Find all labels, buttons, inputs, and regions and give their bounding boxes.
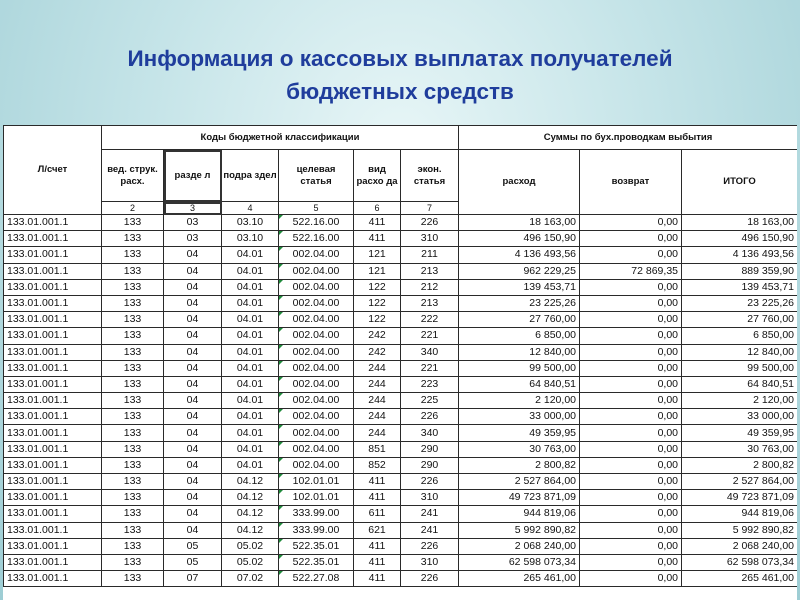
total-cell[interactable]: 944 819,06 xyxy=(682,506,798,522)
section-cell[interactable]: 04 xyxy=(164,490,222,506)
dept-cell[interactable]: 133 xyxy=(102,538,164,554)
section-cell[interactable]: 05 xyxy=(164,538,222,554)
refund-cell[interactable]: 0,00 xyxy=(580,538,682,554)
total-cell[interactable]: 18 163,00 xyxy=(682,215,798,231)
subsection-cell[interactable]: 04.12 xyxy=(222,506,279,522)
table-row xyxy=(4,506,798,522)
subsection-cell[interactable]: 04.01 xyxy=(222,441,279,457)
total-cell[interactable]: 496 150,90 xyxy=(682,231,798,247)
total-cell[interactable]: 2 800,82 xyxy=(682,457,798,473)
total-cell[interactable]: 30 763,00 xyxy=(682,441,798,457)
econ-item-cell[interactable]: 340 xyxy=(401,344,459,360)
section-cell[interactable]: 04 xyxy=(164,474,222,490)
target-item-cell[interactable]: 002.04.00 xyxy=(279,376,354,392)
refund-cell[interactable]: 0,00 xyxy=(580,393,682,409)
table-row xyxy=(4,457,798,473)
table-row xyxy=(4,231,798,247)
header-total: ИТОГО xyxy=(682,150,798,215)
dept-cell[interactable]: 133 xyxy=(102,376,164,392)
target-item-cell[interactable]: 002.04.00 xyxy=(279,409,354,425)
total-cell[interactable]: 27 760,00 xyxy=(682,312,798,328)
expense-type-cell[interactable]: 621 xyxy=(354,522,401,538)
spreadsheet xyxy=(3,125,797,600)
subsection-cell[interactable]: 04.01 xyxy=(222,279,279,295)
section-cell[interactable]: 04 xyxy=(164,328,222,344)
table-row xyxy=(4,490,798,506)
total-cell[interactable]: 12 840,00 xyxy=(682,344,798,360)
header-dept: вед. струк. расх. xyxy=(102,150,164,202)
expense-cell[interactable]: 2 120,00 xyxy=(459,393,580,409)
target-item-cell[interactable]: 002.04.00 xyxy=(279,425,354,441)
total-cell[interactable]: 5 992 890,82 xyxy=(682,522,798,538)
section-cell[interactable]: 04 xyxy=(164,344,222,360)
refund-cell[interactable]: 0,00 xyxy=(580,522,682,538)
dept-cell[interactable]: 133 xyxy=(102,393,164,409)
dept-cell[interactable]: 133 xyxy=(102,312,164,328)
dept-cell[interactable]: 133 xyxy=(102,506,164,522)
target-item-cell[interactable]: 002.04.00 xyxy=(279,457,354,473)
target-item-cell[interactable]: 002.04.00 xyxy=(279,312,354,328)
expense-cell[interactable]: 4 136 493,56 xyxy=(459,247,580,263)
total-cell[interactable]: 265 461,00 xyxy=(682,571,798,587)
section-cell[interactable]: 07 xyxy=(164,571,222,587)
account-cell[interactable]: 133.01.001.1 xyxy=(4,279,102,295)
section-cell[interactable]: 04 xyxy=(164,441,222,457)
account-cell[interactable]: 133.01.001.1 xyxy=(4,263,102,279)
dept-cell[interactable]: 133 xyxy=(102,474,164,490)
expense-type-cell[interactable]: 411 xyxy=(354,474,401,490)
table-row xyxy=(4,344,798,360)
total-cell[interactable]: 2 068 240,00 xyxy=(682,538,798,554)
total-cell[interactable]: 49 359,95 xyxy=(682,425,798,441)
section-cell[interactable]: 03 xyxy=(164,231,222,247)
target-item-cell[interactable]: 333.99.00 xyxy=(279,522,354,538)
expense-cell[interactable]: 49 723 871,09 xyxy=(459,490,580,506)
expense-type-cell[interactable]: 411 xyxy=(354,490,401,506)
section-cell[interactable]: 04 xyxy=(164,312,222,328)
account-cell[interactable]: 133.01.001.1 xyxy=(4,376,102,392)
subsection-cell[interactable]: 04.12 xyxy=(222,490,279,506)
col-number: 6 xyxy=(354,202,401,215)
refund-cell[interactable]: 0,00 xyxy=(580,457,682,473)
header-account: Л/счет xyxy=(4,126,102,215)
econ-item-cell[interactable]: 241 xyxy=(401,522,459,538)
target-item-cell[interactable]: 102.01.01 xyxy=(279,474,354,490)
target-item-cell[interactable]: 522.35.01 xyxy=(279,538,354,554)
table-row xyxy=(4,279,798,295)
col-number: 7 xyxy=(401,202,459,215)
payments-table xyxy=(3,125,797,587)
expense-type-cell[interactable]: 411 xyxy=(354,215,401,231)
target-item-cell[interactable]: 002.04.00 xyxy=(279,344,354,360)
refund-cell[interactable]: 0,00 xyxy=(580,312,682,328)
expense-cell[interactable]: 6 850,00 xyxy=(459,328,580,344)
expense-cell[interactable]: 33 000,00 xyxy=(459,409,580,425)
table-row xyxy=(4,474,798,490)
subsection-cell[interactable]: 04.01 xyxy=(222,425,279,441)
target-item-cell[interactable]: 002.04.00 xyxy=(279,247,354,263)
expense-cell[interactable]: 265 461,00 xyxy=(459,571,580,587)
target-item-cell[interactable]: 002.04.00 xyxy=(279,441,354,457)
total-cell[interactable]: 23 225,26 xyxy=(682,295,798,311)
econ-item-cell[interactable]: 290 xyxy=(401,457,459,473)
dept-cell[interactable]: 133 xyxy=(102,295,164,311)
expense-type-cell[interactable]: 411 xyxy=(354,554,401,570)
col-number: 5 xyxy=(279,202,354,215)
table-row xyxy=(4,425,798,441)
refund-cell[interactable]: 0,00 xyxy=(580,328,682,344)
subsection-cell[interactable]: 04.01 xyxy=(222,393,279,409)
account-cell[interactable]: 133.01.001.1 xyxy=(4,506,102,522)
header-section: разде л xyxy=(164,150,222,202)
header-econ-item: экон. статья xyxy=(401,150,459,202)
expense-type-cell[interactable]: 244 xyxy=(354,360,401,376)
subsection-cell[interactable]: 04.01 xyxy=(222,344,279,360)
expense-cell[interactable]: 5 992 890,82 xyxy=(459,522,580,538)
header-subsection: подра здел xyxy=(222,150,279,202)
expense-type-cell[interactable]: 244 xyxy=(354,425,401,441)
refund-cell[interactable]: 0,00 xyxy=(580,295,682,311)
refund-cell[interactable]: 0,00 xyxy=(580,344,682,360)
subsection-cell[interactable]: 04.01 xyxy=(222,263,279,279)
expense-cell[interactable]: 99 500,00 xyxy=(459,360,580,376)
expense-cell[interactable]: 64 840,51 xyxy=(459,376,580,392)
econ-item-cell[interactable]: 223 xyxy=(401,376,459,392)
expense-cell[interactable]: 30 763,00 xyxy=(459,441,580,457)
total-cell[interactable]: 49 723 871,09 xyxy=(682,490,798,506)
target-item-cell[interactable]: 333.99.00 xyxy=(279,506,354,522)
subsection-cell[interactable]: 04.12 xyxy=(222,522,279,538)
total-cell[interactable]: 4 136 493,56 xyxy=(682,247,798,263)
total-cell[interactable]: 62 598 073,34 xyxy=(682,554,798,570)
section-cell[interactable]: 04 xyxy=(164,393,222,409)
account-cell[interactable]: 133.01.001.1 xyxy=(4,231,102,247)
expense-type-cell[interactable]: 852 xyxy=(354,457,401,473)
econ-item-cell[interactable]: 310 xyxy=(401,490,459,506)
account-cell[interactable]: 133.01.001.1 xyxy=(4,328,102,344)
expense-cell[interactable]: 23 225,26 xyxy=(459,295,580,311)
expense-cell[interactable]: 18 163,00 xyxy=(459,215,580,231)
expense-type-cell[interactable]: 244 xyxy=(354,393,401,409)
table-body xyxy=(4,215,798,587)
refund-cell[interactable]: 0,00 xyxy=(580,409,682,425)
section-cell[interactable]: 04 xyxy=(164,457,222,473)
expense-type-cell[interactable]: 242 xyxy=(354,328,401,344)
dept-cell[interactable]: 133 xyxy=(102,328,164,344)
expense-cell[interactable]: 2 800,82 xyxy=(459,457,580,473)
account-cell[interactable]: 133.01.001.1 xyxy=(4,393,102,409)
econ-item-cell[interactable]: 221 xyxy=(401,328,459,344)
expense-cell[interactable]: 2 068 240,00 xyxy=(459,538,580,554)
target-item-cell[interactable]: 522.16.00 xyxy=(279,231,354,247)
target-item-cell[interactable]: 522.35.01 xyxy=(279,554,354,570)
expense-type-cell[interactable]: 411 xyxy=(354,538,401,554)
account-cell[interactable]: 133.01.001.1 xyxy=(4,215,102,231)
slide-title xyxy=(0,42,800,108)
account-cell[interactable]: 133.01.001.1 xyxy=(4,554,102,570)
section-cell[interactable]: 04 xyxy=(164,295,222,311)
section-cell[interactable]: 04 xyxy=(164,376,222,392)
econ-item-cell[interactable]: 226 xyxy=(401,538,459,554)
header-target-item: целевая статья xyxy=(279,150,354,202)
table-row xyxy=(4,571,798,587)
subsection-cell[interactable]: 05.02 xyxy=(222,554,279,570)
account-cell[interactable]: 133.01.001.1 xyxy=(4,538,102,554)
target-item-cell[interactable]: 102.01.01 xyxy=(279,490,354,506)
refund-cell[interactable]: 0,00 xyxy=(580,215,682,231)
subsection-cell[interactable]: 04.12 xyxy=(222,474,279,490)
target-item-cell[interactable]: 002.04.00 xyxy=(279,393,354,409)
dept-cell[interactable]: 133 xyxy=(102,247,164,263)
refund-cell[interactable]: 0,00 xyxy=(580,474,682,490)
subsection-cell[interactable]: 04.01 xyxy=(222,457,279,473)
total-cell[interactable]: 139 453,71 xyxy=(682,279,798,295)
dept-cell[interactable]: 133 xyxy=(102,409,164,425)
header-sums-group: Суммы по бух.проводкам выбытия xyxy=(459,126,798,150)
econ-item-cell[interactable]: 310 xyxy=(401,554,459,570)
table-row xyxy=(4,409,798,425)
econ-item-cell[interactable]: 310 xyxy=(401,231,459,247)
expense-cell[interactable]: 62 598 073,34 xyxy=(459,554,580,570)
econ-item-cell[interactable]: 226 xyxy=(401,409,459,425)
refund-cell[interactable]: 0,00 xyxy=(580,490,682,506)
section-cell[interactable]: 04 xyxy=(164,263,222,279)
refund-cell[interactable]: 0,00 xyxy=(580,554,682,570)
total-cell[interactable]: 6 850,00 xyxy=(682,328,798,344)
expense-type-cell[interactable]: 121 xyxy=(354,247,401,263)
dept-cell[interactable]: 133 xyxy=(102,522,164,538)
econ-item-cell[interactable]: 222 xyxy=(401,312,459,328)
refund-cell[interactable]: 0,00 xyxy=(580,376,682,392)
dept-cell[interactable]: 133 xyxy=(102,571,164,587)
dept-cell[interactable]: 133 xyxy=(102,490,164,506)
target-item-cell[interactable]: 522.16.00 xyxy=(279,215,354,231)
subsection-cell[interactable]: 04.01 xyxy=(222,376,279,392)
econ-item-cell[interactable]: 290 xyxy=(401,441,459,457)
total-cell[interactable]: 33 000,00 xyxy=(682,409,798,425)
dept-cell[interactable]: 133 xyxy=(102,215,164,231)
table-row xyxy=(4,247,798,263)
target-item-cell[interactable]: 002.04.00 xyxy=(279,279,354,295)
expense-type-cell[interactable]: 244 xyxy=(354,409,401,425)
col-number: 2 xyxy=(102,202,164,215)
expense-type-cell[interactable]: 411 xyxy=(354,571,401,587)
header-codes-group: Коды бюджетной классификации xyxy=(102,126,459,150)
header-expense-type: вид расхо да xyxy=(354,150,401,202)
dept-cell[interactable]: 133 xyxy=(102,263,164,279)
expense-cell[interactable]: 944 819,06 xyxy=(459,506,580,522)
table-row xyxy=(4,215,798,231)
section-cell[interactable]: 04 xyxy=(164,279,222,295)
subsection-cell[interactable]: 03.10 xyxy=(222,231,279,247)
section-cell[interactable]: 04 xyxy=(164,425,222,441)
account-cell[interactable]: 133.01.001.1 xyxy=(4,360,102,376)
refund-cell[interactable]: 0,00 xyxy=(580,571,682,587)
expense-type-cell[interactable]: 122 xyxy=(354,312,401,328)
expense-type-cell[interactable]: 122 xyxy=(354,295,401,311)
expense-cell[interactable]: 27 760,00 xyxy=(459,312,580,328)
subsection-cell[interactable]: 04.01 xyxy=(222,295,279,311)
section-cell[interactable]: 04 xyxy=(164,247,222,263)
dept-cell[interactable]: 133 xyxy=(102,554,164,570)
table-row xyxy=(4,554,798,570)
col-number: 3 xyxy=(164,202,222,215)
expense-type-cell[interactable]: 244 xyxy=(354,376,401,392)
refund-cell[interactable]: 0,00 xyxy=(580,279,682,295)
subsection-cell[interactable]: 04.01 xyxy=(222,312,279,328)
account-cell[interactable]: 133.01.001.1 xyxy=(4,522,102,538)
target-item-cell[interactable]: 002.04.00 xyxy=(279,360,354,376)
refund-cell[interactable]: 0,00 xyxy=(580,506,682,522)
subsection-cell[interactable]: 04.01 xyxy=(222,328,279,344)
account-cell[interactable]: 133.01.001.1 xyxy=(4,457,102,473)
table-row xyxy=(4,522,798,538)
table-row xyxy=(4,393,798,409)
econ-item-cell[interactable]: 226 xyxy=(401,215,459,231)
dept-cell[interactable]: 133 xyxy=(102,360,164,376)
expense-type-cell[interactable]: 122 xyxy=(354,279,401,295)
table-row xyxy=(4,376,798,392)
econ-item-cell[interactable]: 221 xyxy=(401,360,459,376)
table-row xyxy=(4,360,798,376)
header-refund: возврат xyxy=(580,150,682,215)
account-cell[interactable]: 133.01.001.1 xyxy=(4,409,102,425)
table-row xyxy=(4,312,798,328)
total-cell[interactable]: 2 120,00 xyxy=(682,393,798,409)
subsection-cell[interactable]: 07.02 xyxy=(222,571,279,587)
econ-item-cell[interactable]: 211 xyxy=(401,247,459,263)
econ-item-cell[interactable]: 213 xyxy=(401,295,459,311)
expense-type-cell[interactable]: 121 xyxy=(354,263,401,279)
expense-cell[interactable]: 962 229,25 xyxy=(459,263,580,279)
refund-cell[interactable]: 0,00 xyxy=(580,360,682,376)
expense-type-cell[interactable]: 411 xyxy=(354,231,401,247)
account-cell[interactable]: 133.01.001.1 xyxy=(4,474,102,490)
subsection-cell[interactable]: 03.10 xyxy=(222,215,279,231)
account-cell[interactable]: 133.01.001.1 xyxy=(4,441,102,457)
refund-cell[interactable]: 0,00 xyxy=(580,247,682,263)
dept-cell[interactable]: 133 xyxy=(102,425,164,441)
table-row xyxy=(4,441,798,457)
expense-cell[interactable]: 496 150,90 xyxy=(459,231,580,247)
expense-cell[interactable]: 12 840,00 xyxy=(459,344,580,360)
subsection-cell[interactable]: 04.01 xyxy=(222,360,279,376)
target-item-cell[interactable]: 002.04.00 xyxy=(279,328,354,344)
section-cell[interactable]: 03 xyxy=(164,215,222,231)
total-cell[interactable]: 889 359,90 xyxy=(682,263,798,279)
header-expense: расход xyxy=(459,150,580,215)
target-item-cell[interactable]: 522.27.08 xyxy=(279,571,354,587)
target-item-cell[interactable]: 002.04.00 xyxy=(279,295,354,311)
dept-cell[interactable]: 133 xyxy=(102,441,164,457)
account-cell[interactable]: 133.01.001.1 xyxy=(4,425,102,441)
account-cell[interactable]: 133.01.001.1 xyxy=(4,490,102,506)
table-row xyxy=(4,263,798,279)
econ-item-cell[interactable]: 212 xyxy=(401,279,459,295)
dept-cell[interactable]: 133 xyxy=(102,457,164,473)
total-cell[interactable]: 2 527 864,00 xyxy=(682,474,798,490)
subsection-cell[interactable]: 04.01 xyxy=(222,247,279,263)
expense-type-cell[interactable]: 242 xyxy=(354,344,401,360)
title-line-2: бюджетных средств xyxy=(286,79,514,104)
refund-cell[interactable]: 0,00 xyxy=(580,231,682,247)
subsection-cell[interactable]: 04.01 xyxy=(222,409,279,425)
section-cell[interactable]: 05 xyxy=(164,554,222,570)
econ-item-cell[interactable]: 226 xyxy=(401,474,459,490)
account-cell[interactable]: 133.01.001.1 xyxy=(4,312,102,328)
account-cell[interactable]: 133.01.001.1 xyxy=(4,344,102,360)
econ-item-cell[interactable]: 340 xyxy=(401,425,459,441)
total-cell[interactable]: 64 840,51 xyxy=(682,376,798,392)
title-line-1: Информация о кассовых выплатах получателей xyxy=(127,46,673,71)
table-row xyxy=(4,295,798,311)
dept-cell[interactable]: 133 xyxy=(102,231,164,247)
dept-cell[interactable]: 133 xyxy=(102,279,164,295)
account-cell[interactable]: 133.01.001.1 xyxy=(4,247,102,263)
econ-item-cell[interactable]: 213 xyxy=(401,263,459,279)
section-cell[interactable]: 04 xyxy=(164,409,222,425)
total-cell[interactable]: 99 500,00 xyxy=(682,360,798,376)
refund-cell[interactable]: 0,00 xyxy=(580,425,682,441)
account-cell[interactable]: 133.01.001.1 xyxy=(4,295,102,311)
col-number: 4 xyxy=(222,202,279,215)
expense-type-cell[interactable]: 851 xyxy=(354,441,401,457)
target-item-cell[interactable]: 002.04.00 xyxy=(279,263,354,279)
section-cell[interactable]: 04 xyxy=(164,360,222,376)
refund-cell[interactable]: 72 869,35 xyxy=(580,263,682,279)
dept-cell[interactable]: 133 xyxy=(102,344,164,360)
account-cell[interactable]: 133.01.001.1 xyxy=(4,571,102,587)
section-cell[interactable]: 04 xyxy=(164,522,222,538)
expense-cell[interactable]: 2 527 864,00 xyxy=(459,474,580,490)
section-cell[interactable]: 04 xyxy=(164,506,222,522)
subsection-cell[interactable]: 05.02 xyxy=(222,538,279,554)
econ-item-cell[interactable]: 225 xyxy=(401,393,459,409)
table-row xyxy=(4,538,798,554)
refund-cell[interactable]: 0,00 xyxy=(580,441,682,457)
econ-item-cell[interactable]: 226 xyxy=(401,571,459,587)
expense-cell[interactable]: 139 453,71 xyxy=(459,279,580,295)
econ-item-cell[interactable]: 241 xyxy=(401,506,459,522)
expense-cell[interactable]: 49 359,95 xyxy=(459,425,580,441)
table-row xyxy=(4,328,798,344)
expense-type-cell[interactable]: 611 xyxy=(354,506,401,522)
